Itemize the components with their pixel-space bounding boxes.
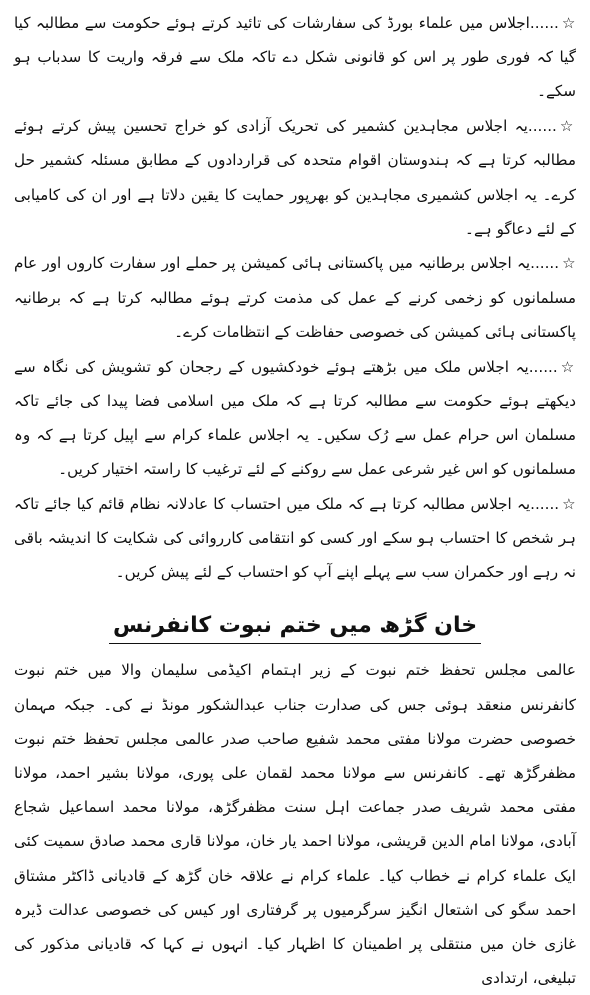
star-icon: ☆ (562, 494, 576, 513)
resolution-2-text: ......یہ اجلاس مجاہدین کشمیر کی تحریک آزادی کو خراج تحسین پیش کرتے ہوئے مطالبہ کرتا ہے کہ ہندوستان اقوام متحدہ کی قراردادوں کے مطابق مسئلہ کشمیر حل کرے۔ یہ اجلاس کشمیری مجاہدین کو بھرپور حمایت کا یقین دلاتا ہے اور ان کی کامیابی کے لئے دعاگو ہے۔ (14, 117, 576, 238)
star-icon: ☆ (559, 117, 576, 136)
resolution-5-text: ......یہ اجلاس مطالبہ کرتا ہے کہ ملک میں احتساب کا عادلانہ نظام قائم کیا جائے تاکہ ہر شخص کا احتساب ہو سکے اور کسی کو انتقامی کارروائی کی شکایت کا اندیشہ باقی نہ رہے اور حکمران سب سے پہلے اپنے آپ کو احتساب کے لئے پیش کریں۔ (14, 494, 576, 582)
resolution-1 (14, 6, 576, 109)
star-icon: ☆ (562, 254, 576, 273)
star-icon: ☆ (561, 14, 576, 32)
resolution-4-text: ......یہ اجلاس ملک میں بڑھتے ہوئے خودکشیوں کے رجحان کو تشویش کی نگاہ سے دیکھتے ہوئے حکومت سے مطالبہ کرتا ہے کہ ملک میں اسلامی فضا پیدا کی جائے تاکہ مسلمان اس حرام عمل سے رُک سکیں۔ یہ اجلاس علماء کرام سے اپیل کرتا ہے کہ وہ مسلمانوں کو اس غیر شرعی عمل سے روکنے کے لئے ترغیب کا راستہ اختیار کریں۔ (14, 357, 576, 479)
resolution-5 (14, 487, 576, 590)
section-body (14, 653, 576, 995)
resolution-3 (14, 246, 576, 349)
resolution-2 (14, 109, 576, 246)
resolution-3-text: ......یہ اجلاس برطانیہ میں پاکستانی ہائی کمیشن پر حملے اور سفارت کاروں اور عام مسلمانوں کو زخمی کرنے کے عمل کی مذمت کرتے ہوئے مطالبہ کرتا ہے کہ برطانیہ پاکستانی ہائی کمیشن کی خصوصی حفاظت کے انتظامات کرے۔ (14, 254, 576, 341)
resolution-1-text: ......اجلاس میں علماء بورڈ کی سفارشات کی تائید کرتے ہوئے حکومت سے مطالبہ کیا گیا کہ فوری طور پر اس کو قانونی شکل دے تاکہ ملک سے فرقہ واریت کا سدباب ہو سکے۔ (14, 14, 576, 101)
resolution-4 (14, 350, 576, 487)
resolutions-list (14, 6, 576, 589)
section-heading (14, 611, 576, 641)
star-icon: ☆ (560, 357, 576, 376)
section-body-text: عالمی مجلس تحفظ ختم نبوت کے زیر اہتمام اکیڈمی سلیمان والا میں ختم نبوت کانفرنس منعقد ہوئی جس کی صدارت جناب عبدالشکور مونڈ نے کی۔ جبکہ مہمان خصوصی حضرت مولانا مفتی محمد شفیع صاحب صدر عالمی مجلس تحفظ ختم نبوت مظفرگڑھ تھے۔ کانفرنس سے مولانا محمد لقمان علی پوری، مولانا بشیر احمد، مولانا مفتی محمد شریف صدر جماعت اہل سنت مظفرگڑھ، مولانا محمد اسماعیل شجاع آبادی، مولانا امام الدین قریشی، مولانا احمد یار خان، مولانا قاری محمد صادق سمیت کئی ایک علماء کرام نے خطاب کیا۔ علماء کرام نے علاقہ خان گڑھ کے قادیانی ڈاکٹر مشتاق احمد سگو کی اشتعال انگیز سرگرمیوں پر گرفتاری اور کیس کی خصوصی عدالت ڈیرہ غازی خان میں منتقلی پر اطمینان کا اظہار کیا۔ انہوں نے کہا کہ قادیانی مذکور کی تبلیغی، ارتدادی (14, 661, 576, 988)
section-heading-text: خان گڑھ میں ختم نبوت کانفرنس (109, 611, 481, 644)
